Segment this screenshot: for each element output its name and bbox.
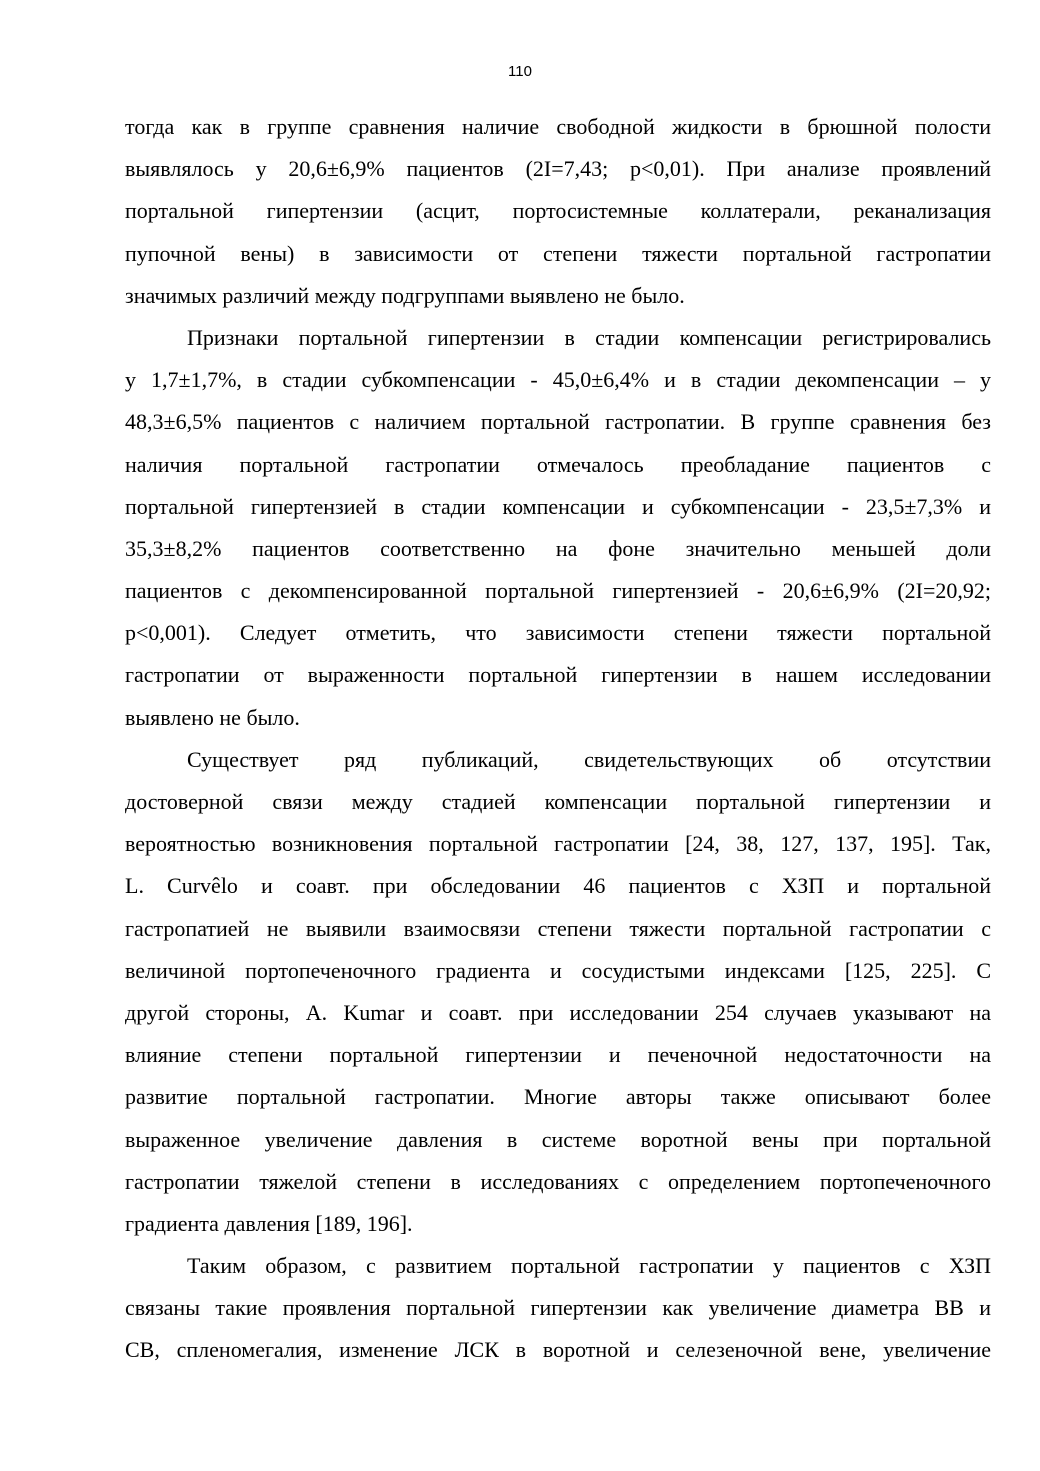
text-line: портальной гипертензией в стадии компенсации и субкомпенсации - 23,5±7,3% и	[125, 493, 991, 519]
text-line: выявлено не было.	[125, 704, 300, 730]
text-line: 35,3±8,2% пациентов соответственно на фоне значительно меньшей доли	[125, 535, 991, 561]
text-line: Признаки портальной гипертензии в стадии компенсации регистрировались	[187, 324, 991, 350]
text-line: наличия портальной гастропатии отмечалось преобладание пациентов с	[125, 451, 991, 477]
text-line: пупочной вены) в зависимости от степени тяжести портальной гастропатии	[125, 240, 991, 266]
text-line: развитие портальной гастропатии. Многие авторы также описывают более	[125, 1084, 991, 1110]
text-line: р<0,001). Следует отметить, что зависимости степени тяжести портальной	[125, 620, 991, 646]
text-line: величиной портопеченочного градиента и сосудистыми индексами [125, 225]. С	[125, 957, 991, 983]
paragraph	[125, 317, 991, 739]
text-line: Существует ряд публикаций, свидетельствующих об отсутствии	[187, 746, 991, 772]
text-line: портальной гипертензии (асцит, портосистемные коллатерали, реканализация	[125, 198, 991, 224]
text-line: Таким образом, с развитием портальной гастропатии у пациентов с ХЗП	[187, 1253, 991, 1279]
text-line: L. Curvêlo и соавт. при обследовании 46 пациентов с ХЗП и портальной	[125, 873, 991, 899]
text-line: другой стороны, A. Kumar и соавт. при исследовании 254 случаев указывают на	[125, 999, 991, 1025]
text-line: пациентов с декомпенсированной портальной гипертензией - 20,6±6,9% (2I=20,92;	[125, 578, 991, 604]
text-line: 48,3±6,5% пациентов с наличием портальной гастропатии. В группе сравнения без	[125, 409, 991, 435]
text-line: у 1,7±1,7%, в стадии субкомпенсации - 45,0±6,4% и в стадии декомпенсации – у	[125, 367, 991, 393]
text-line: выявлялось у 20,6±6,9% пациентов (2I=7,43; р<0,01). При анализе проявлений	[125, 156, 991, 182]
text-line: градиента давления [189, 196].	[125, 1210, 413, 1236]
text-line: гастропатией не выявили взаимосвязи степени тяжести портальной гастропатии с	[125, 915, 991, 941]
paragraph	[125, 1245, 991, 1372]
text-line: выраженное увеличение давления в системе воротной вены при портальной	[125, 1126, 991, 1152]
text-line: значимых различий между подгруппами выявлено не было.	[125, 282, 685, 308]
page-number: 110	[508, 63, 532, 80]
text-line: влияние степени портальной гипертензии и печеночной недостаточности на	[125, 1042, 991, 1068]
paragraph	[125, 739, 991, 1245]
text-line: гастропатии тяжелой степени в исследованиях с определением портопеченочного	[125, 1168, 991, 1194]
text-line: гастропатии от выраженности портальной гипертензии в нашем исследовании	[125, 662, 991, 688]
text-line: вероятностью возникновения портальной гастропатии [24, 38, 127, 137, 195]. Так,	[125, 831, 991, 857]
text-line: тогда как в группе сравнения наличие свободной жидкости в брюшной полости	[125, 114, 991, 139]
text-line: связаны такие проявления портальной гипертензии как увеличение диаметра ВВ и	[125, 1295, 991, 1321]
text-line: достоверной связи между стадией компенсации портальной гипертензии и	[125, 789, 991, 814]
text-line: СВ, спленомегалия, изменение ЛСК в воротной и селезеночной вене, увеличение	[125, 1337, 991, 1363]
document-body	[125, 106, 991, 1372]
paragraph	[125, 106, 991, 317]
